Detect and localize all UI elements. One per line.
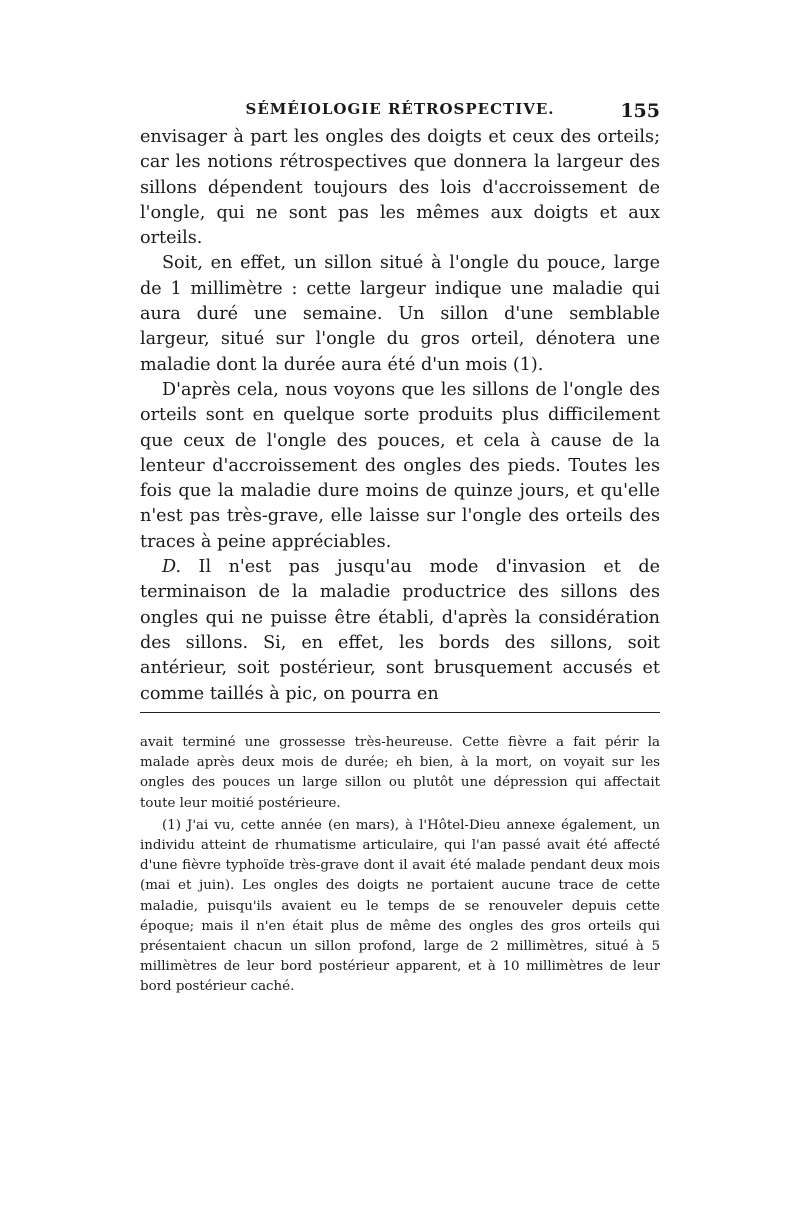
- page-header: [140, 100, 660, 126]
- footnote-1: (1) J'ai vu, cette année (en mars), à l'Hôtel-Dieu annexe également, un individu atteint de rhumatisme articulaire, qui l'an passé avait été affecté d'une fièvre typhoïde très-grave dont il avait été malade pendant deux mois (mai et juin). Les ongles des doigts ne portaient aucune trace de cette maladie, puisqu'ils avaient eu le temps de se renouveler depuis cette époque; mais il n'en était plus de même des ongles des gros orteils qui présentaient chacun un sillon profond, large de 2 millimètres, situé à 5 millimètres de leur bord postérieur apparent, et à 10 millimètres de leur bord postérieur caché.: [140, 817, 660, 995]
- footnote-continued: avait terminé une grossesse très-heureuse. Cette fièvre a fait périr la malade après deux mois de durée; eh bien, à la mort, on voyait sur les ongles des pouces un large sillon ou plutôt une dépression qui affectait toute leur moitié postérieure.: [140, 735, 660, 811]
- section-label: D.: [162, 557, 182, 578]
- page-number: 155: [620, 100, 660, 122]
- footnotes: [140, 733, 660, 998]
- paragraph-2: Soit, en effet, un sillon situé à l'ongle du pouce, large de 1 millimètre : cette largeur indique une maladie qui aura duré une semaine. Un sillon d'une semblable largeur, situé sur l'ongle du gros orteil, dénotera une maladie dont la durée aura été d'un mois (1).: [140, 253, 660, 375]
- paragraph-4-text: Il n'est pas jusqu'au mode d'invasion et de terminaison de la maladie productrice des sillons des ongles qui ne puisse être établi, d'après la considération des sillons. Si, en effet, les bords des sillons, soit antérieur, soit postérieur, sont brusquement accusés et comme taillés à pic, on pourra en: [140, 557, 661, 704]
- paragraph-3: D'après cela, nous voyons que les sillons de l'ongle des orteils sont en quelque sorte produits plus difficilement que ceux de l'ongle des pouces, et cela à cause de la lenteur d'accroissement des ongles des pieds. Toutes les fois que la maladie dure moins de quinze jours, et qu'elle n'est pas très-grave, elle laisse sur l'ongle des orteils des traces à peine appréciables.: [140, 379, 660, 552]
- main-text: [140, 125, 660, 707]
- running-title: SÉMÉIOLOGIE RÉTROSPECTIVE.: [245, 100, 555, 118]
- footnote-rule: [140, 712, 660, 713]
- paragraph-4: [140, 555, 660, 707]
- paragraph-1: envisager à part les ongles des doigts et ceux des orteils; car les notions rétrospectives que donnera la largeur des sillons dépendent toujours des lois d'accroissement de l'ongle, qui ne sont pas les mêmes aux doigts et aux orteils.: [140, 127, 660, 249]
